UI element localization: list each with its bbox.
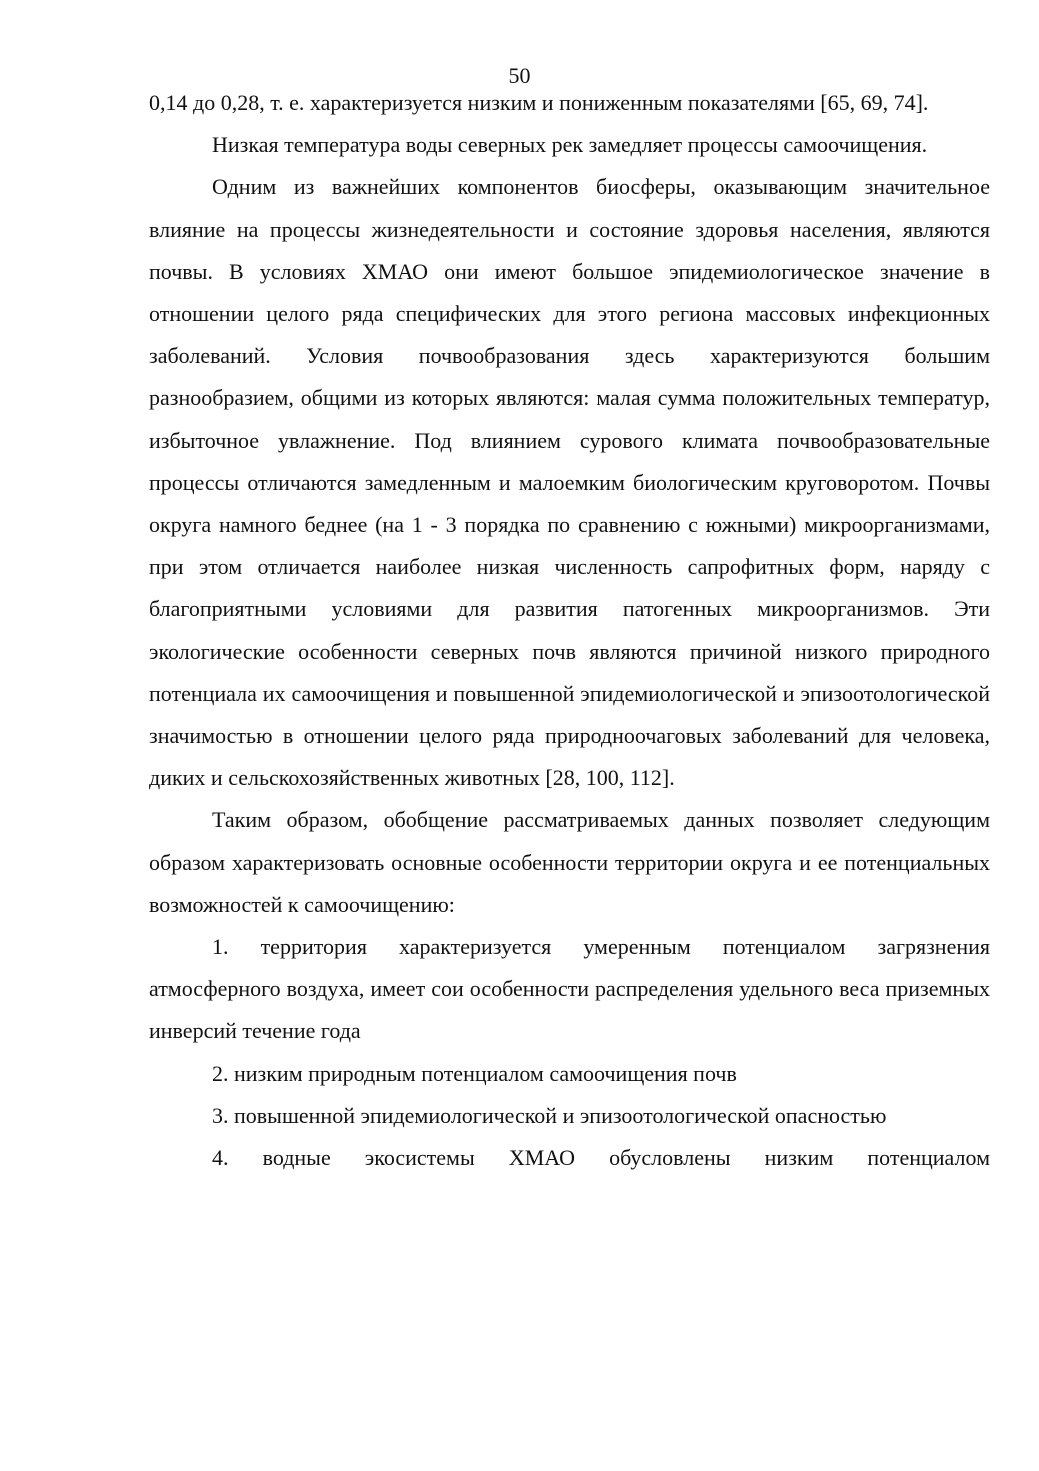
- page-number: 50: [508, 63, 531, 88]
- list-item-3: 3. повышенной эпидемиологической и эпизоотологической опасностью: [212, 1102, 887, 1128]
- list-item-4: 4. водные экосистемы ХМАО обусловлены низким потенциалом: [212, 1145, 990, 1171]
- list-item-1: 1. территория характеризуется умеренным потенциалом загрязнения атмосферного воздуха, имеет сои особенности распределения удельного веса приземных инверсий течение года: [149, 934, 990, 1044]
- list-item-2: 2. низким природным потенциалом самоочищения почв: [212, 1060, 737, 1086]
- paragraph-summary: Таким образом, обобщение рассматриваемых данных позволяет следующим образом характеризовать основные особенности территории округа и ее потенциальных возможностей к самоочищению:: [149, 807, 990, 917]
- body-text: [149, 82, 990, 1179]
- paragraph-continuation: 0,14 до 0,28, т. е. характеризуется низким и пониженным показателями [65, 69, 74].: [149, 90, 929, 115]
- paragraph-water-temperature: Низкая температура воды северных рек замедляет процессы самоочищения.: [212, 132, 928, 158]
- paragraph-soils: Одним из важнейших компонентов биосферы, оказывающим значительное влияние на процессы жизнедеятельности и состояние здоровья населения, являются почвы. В условиях ХМАО они имеют большое эпидемиологическое значение в отношении целого ряда специфических для этого региона массовых инфекционных заболеваний. Условия почвообразования здесь характеризуются большим разнообразием, общими из которых являются: малая сумма положительных температур, избыточное увлажнение. Под влиянием сурового климата почвообразовательные процессы отличаются замедленным и малоемким биологическим круговоротом. Почвы округа намного беднее (на 1 - 3 порядка по сравнению с южными) микроорганизмами, при этом отличается наиболее низкая численность сапрофитных форм, наряду с благоприятными условиями для развития патогенных микроорганизмов. Эти экологические особенности северных почв являются причиной низкого природного потенциала их самоочищения и повышенной эпидемиологической и эпизоотологической значимостью в отношении целого ряда природноочаговых заболеваний для человека, диких и сельскохозяйственных животных [28, 100, 112].: [149, 174, 990, 791]
